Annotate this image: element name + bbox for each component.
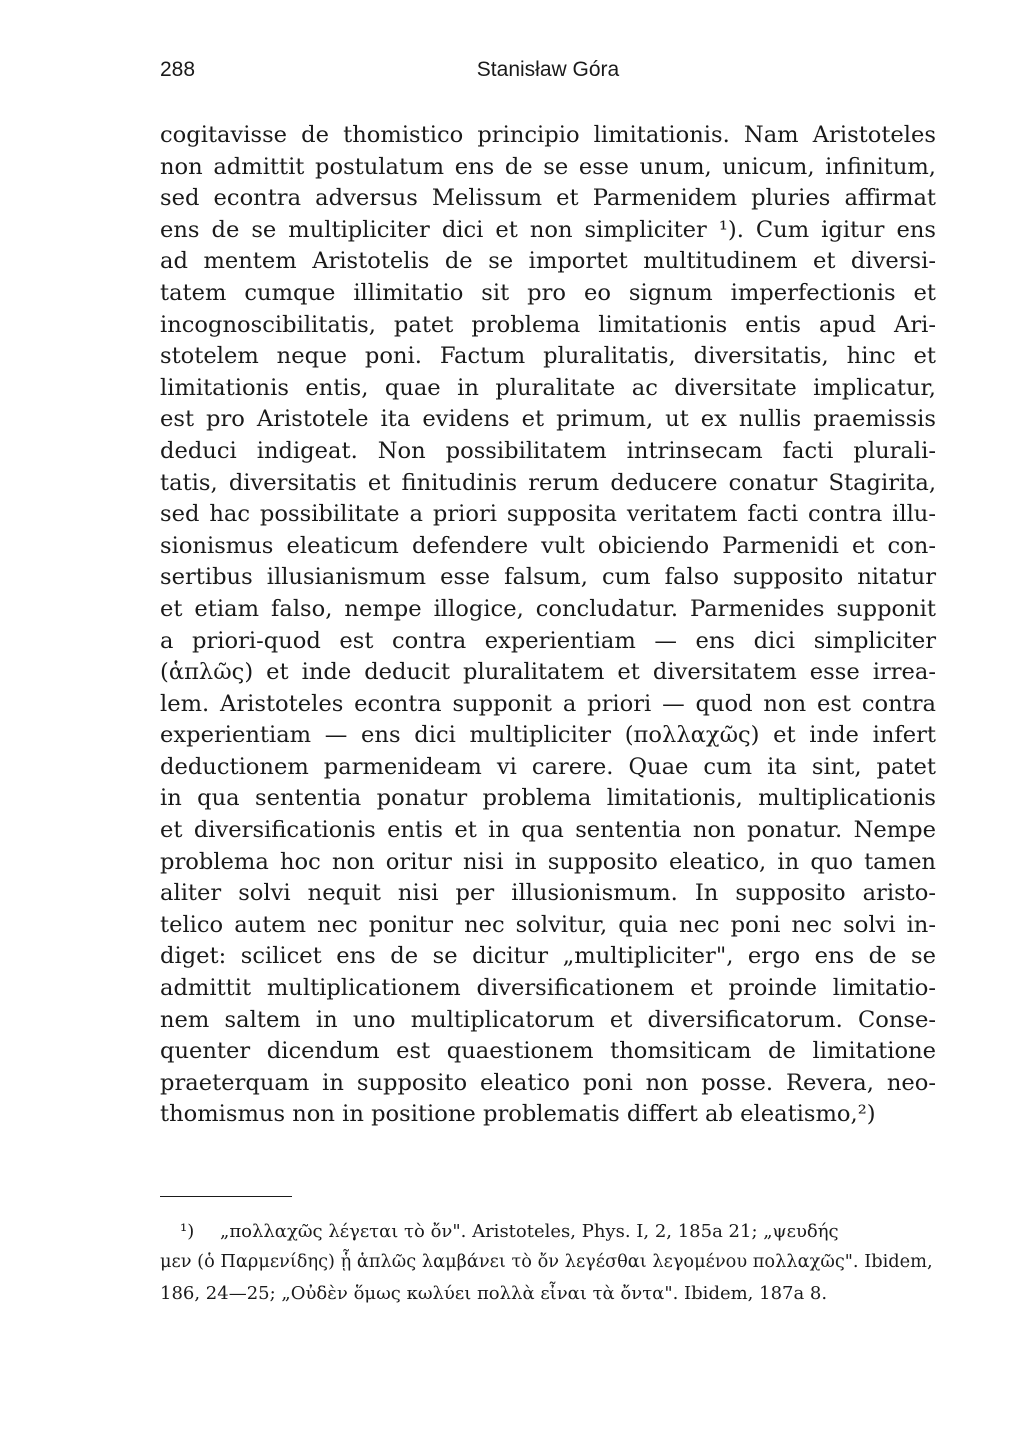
- text-line: tatem cumque illimitatio sit pro eo signum imperfectionis et: [160, 279, 936, 306]
- text-line: cogitavisse de thomistico principio limitationis. Nam Aristoteles: [160, 122, 936, 148]
- text-line: sertibus illusianismum esse falsum, cum falso supposito nitatur: [160, 564, 936, 591]
- footnote-line: 186, 24—25; „Οὐδὲν ὅμως κωλύει πολλὰ εἶναι τὰ ὄντα". Ibidem, 187a 8.: [160, 1283, 828, 1304]
- text-line: experientiam — ens dici multipliciter (πολλαχῶς) et inde infert: [160, 722, 936, 749]
- text-line: thomismus non in positione problematis differt ab eleatismo,²): [160, 1101, 876, 1128]
- text-line: incognoscibilitatis, patet problema limitationis entis apud Ari-: [160, 311, 936, 338]
- footnotes: [160, 1216, 936, 1309]
- text-line: et etiam falso, nempe illogice, concludatur. Parmenides supponit: [160, 595, 936, 622]
- text-line: deductionem parmenideam vi carere. Quae cum ita sint, patet: [160, 753, 936, 780]
- text-line: stotelem neque poni. Factum pluralitatis, diversitatis, hinc et: [160, 343, 936, 370]
- text-line: est pro Aristotele ita evidens et primum, ut ex nullis praemissis: [160, 406, 936, 433]
- text-line: limitationis entis, quae in pluralitate ac diversitate implicatur,: [160, 374, 936, 401]
- footnote-line: μεν (ὁ Παρμενίδης) ᾗ ἁπλῶς λαμβάνει τὸ ὄν λεγέσθαι λεγομένου πολλαχῶς". Ibidem,: [160, 1252, 933, 1272]
- text-line: tatis, diversitatis et finitudinis rerum deducere conatur Stagirita,: [160, 469, 936, 496]
- text-line: problema hoc non oritur nisi in supposito eleatico, in quo tamen: [160, 848, 936, 875]
- footnote-line: [160, 1216, 936, 1247]
- text-line: aliter solvi nequit nisi per illusionismum. In supposito aristo-: [160, 880, 936, 907]
- text-line: lem. Aristoteles econtra supponit a priori — quod non est contra: [160, 690, 936, 717]
- text-line: deduci indigeat. Non possibilitatem intrinsecam facti plurali-: [160, 437, 936, 464]
- footnote-marker: ¹): [180, 1221, 195, 1242]
- text-line: (ἁπλῶς) et inde deducit pluralitatem et diversitatem esse irrea-: [160, 659, 936, 686]
- page-number: 288: [160, 58, 196, 81]
- text-line: quenter dicendum est quaestionem thomsiticam de limitatione: [160, 1038, 936, 1065]
- text-line: telico autem nec ponitur nec solvitur, quia nec poni nec solvi in-: [160, 911, 936, 938]
- text-line: ens de se multipliciter dici et non simpliciter ¹). Cum igitur ens: [160, 216, 936, 243]
- text-line: admittit multiplicationem diversificationem et proinde limitatio-: [160, 975, 936, 1002]
- text-line: ad mentem Aristotelis de se importet multitudinem et diversi-: [160, 248, 936, 275]
- text-line: nem saltem in uno multiplicatorum et diversificatorum. Conse-: [160, 1006, 936, 1033]
- text-line: non admittit postulatum ens de se esse unum, unicum, infinitum,: [160, 153, 936, 180]
- text-line: sed hac possibilitate a priori supposita veritatem facti contra illu-: [160, 501, 936, 528]
- text-line: et diversificationis entis et in qua sententia non ponatur. Nempe: [160, 817, 936, 844]
- text-line: diget: scilicet ens de se dicitur „multipliciter", ergo ens de se: [160, 943, 936, 970]
- footnote-divider: [160, 1196, 292, 1197]
- text-line: a priori-quod est contra experientiam — ens dici simpliciter: [160, 627, 936, 654]
- footnote-text: „πολλαχῶς λέγεται τὸ ὄν". Aristoteles, Phys. I, 2, 185a 21; „ψευδής: [220, 1221, 839, 1242]
- page-header: [160, 58, 936, 88]
- text-line: in qua sententia ponatur problema limitationis, multiplicationis: [160, 785, 936, 812]
- text-line: praeterquam in supposito eleatico poni non posse. Revera, neo-: [160, 1069, 936, 1096]
- body-paragraph: [160, 120, 936, 1131]
- running-head: Stanisław Góra: [476, 58, 620, 81]
- text-line: sionismus eleaticum defendere vult obiciendo Parmenidi et con-: [160, 532, 936, 559]
- text-line: sed econtra adversus Melissum et Parmenidem pluries affirmat: [160, 185, 936, 212]
